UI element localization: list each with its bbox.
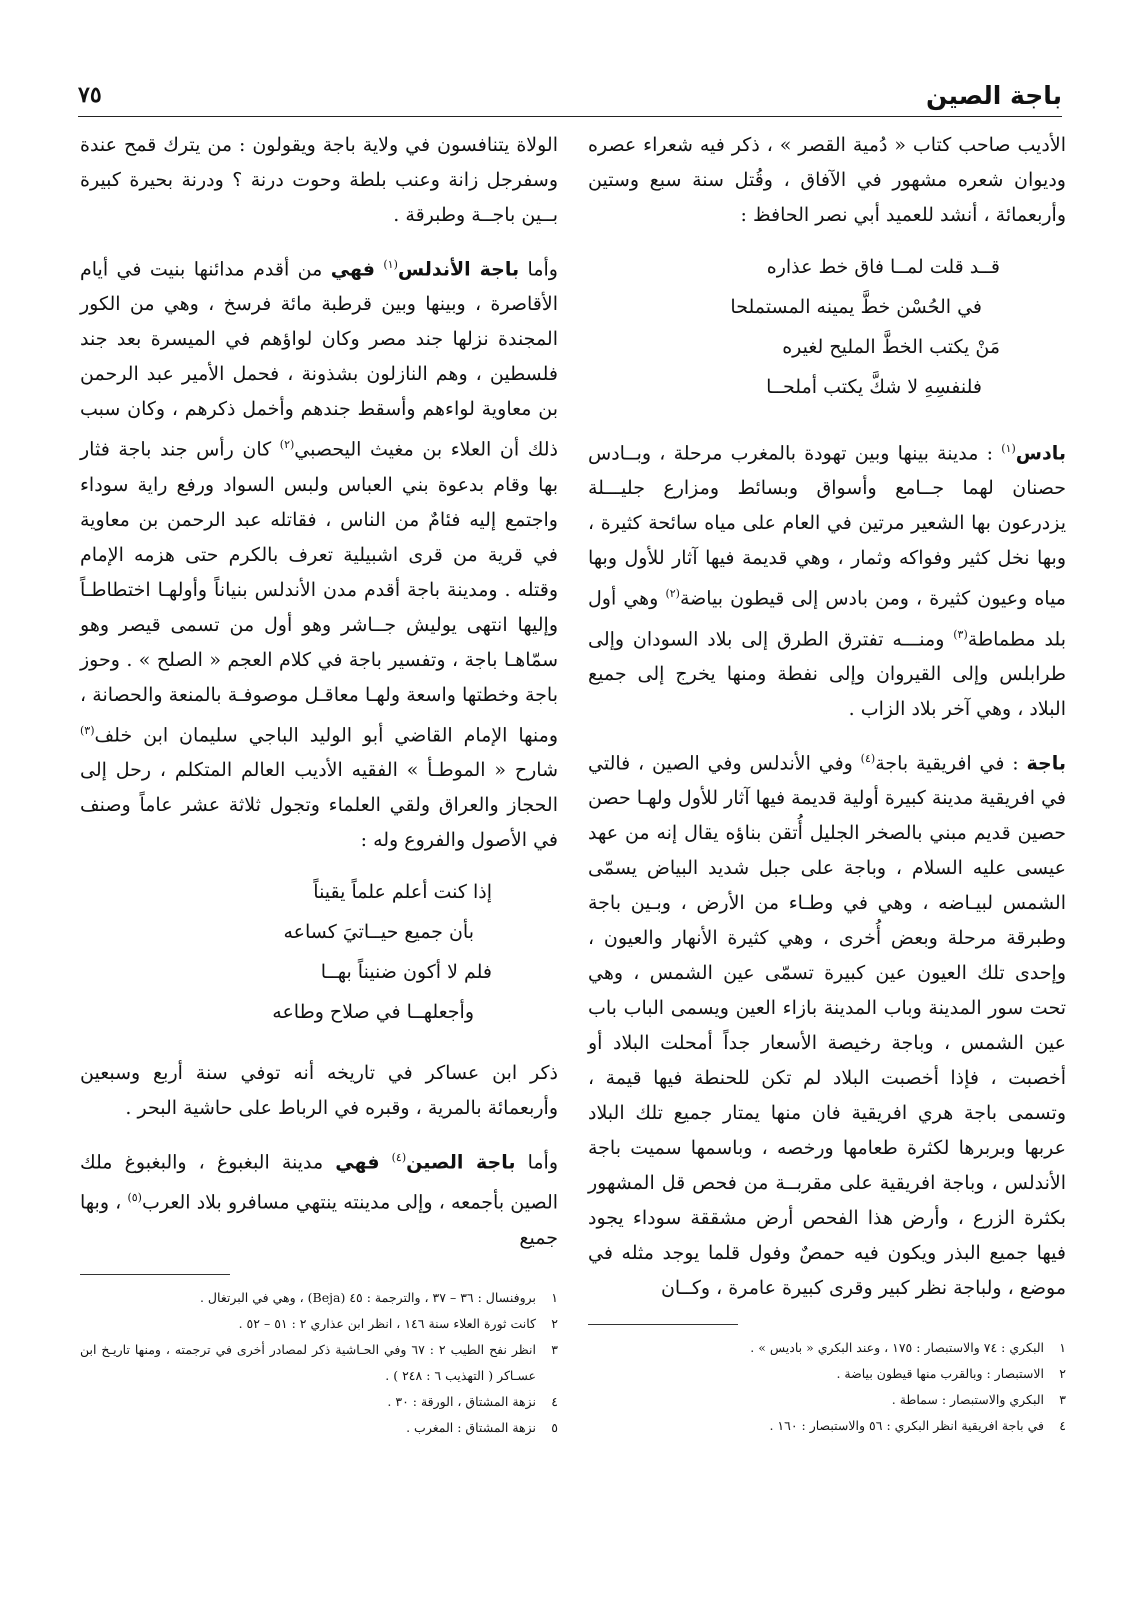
entry-heading-baja-andalus: باجة الأندلس (397, 258, 520, 281)
verse: وأجعلهــا في صلاح وطاعه (272, 1000, 474, 1023)
right-column (588, 128, 1066, 1439)
footnotes-right (588, 1335, 1066, 1439)
verse: قــد قلت لمــا فاق خط عذاره (766, 256, 1000, 278)
entry-text: : مدينة بينها وبين تهودة بالمغرب مرحلة ، وبــادس حصنان لهما جــامع وأسواق وبسائط ومزارع جليـــلة يزدرعون بها الشعير مرتين في العام على مياه سائحة كثيرة ، وبها نخل كثير وفواكه وثمار ، وهي قديمة فيها آثار للأول وبها مياه وعيون كثيرة ، ومن بادس إلى قيطون بياضة (588, 442, 1066, 610)
footnote (80, 1311, 558, 1337)
footnote (588, 1361, 1066, 1387)
footnote-divider (588, 1324, 738, 1325)
footnote-mark: (١) (1001, 442, 1016, 455)
footnote (80, 1415, 558, 1441)
footnote-divider (80, 1274, 230, 1275)
footnote-text: نزهة المشتاق ، الورقة : ٣٠ . (387, 1393, 536, 1409)
footnote-number: ٥ (551, 1419, 558, 1435)
paragraph-ibn-asakir: ذكر ابن عساكر في تاريخه أنه توفي سنة أربع وسبعين وأربعمائة بالمرية ، وقبره في الرباط على حاشية البحر . (80, 1061, 558, 1119)
footnote-mark: (٢) (665, 587, 680, 601)
entry-text: شارح « الموطـأ » الفقيه الأديب العالم المتكلم ، رحل إلى الحجاز والعراق ولقي العلماء وتجول ثلاثة عشر عاماً وصنف في الأصول والفروع وله : (80, 758, 558, 851)
entry-lead: وأما (527, 1151, 559, 1174)
entry-lead: وأما (527, 258, 558, 281)
footnote (588, 1413, 1066, 1439)
footnote-text: البكري والاستبصار : سماطة . (891, 1392, 1044, 1408)
paragraph-continuation: الولاة يتنافسون في ولاية باجة ويقولون : من يترك قمح عندة وسفرجل زانة وعنب بلطة وحوت درنة ؟ ودرنة بحيرة كبيرة بــين باجــة وطبرقة . (80, 134, 558, 226)
left-column (80, 128, 558, 1441)
footnote-mark: (٤) (860, 751, 876, 765)
footnote-text: في باجة افريقية انظر البكري : ٥٦ والاستبصار : ١٦٠ . (769, 1418, 1044, 1434)
footnote-text: الاستبصار : وبالقرب منها قيطون بياضة . (836, 1366, 1044, 1382)
footnote (588, 1335, 1066, 1361)
footnote-text: انظر نفح الطيب ٢ : ٦٧ وفي الحـاشية ذكر لمصادر أخرى في ترجمته ، ومنها تاريـخ ابن عسـاكر ( التهذيب ٦ : ٢٤٨ ) . (80, 1341, 537, 1383)
verse: فلم لا أكون ضنيناً بهــا (320, 960, 492, 983)
entry-text: : في افريقية باجة (875, 752, 1019, 775)
footnote-number: ١ (1059, 1340, 1066, 1356)
entry-heading-baja-sin: باجة الصين (406, 1151, 516, 1174)
footnote-number: ٤ (551, 1393, 558, 1409)
entry-heading-rest: فهي (335, 1151, 380, 1174)
entry-text: ، وبها جميع (80, 1191, 558, 1249)
footnote-number: ٣ (1059, 1392, 1066, 1408)
entry-baja (588, 741, 1066, 1306)
footnote-number: ٤ (1059, 1418, 1066, 1434)
verse: فلنفسِهِ لا شكَّ يكتب أملحــا (766, 376, 982, 398)
footnote-mark: (٣) (80, 723, 95, 737)
footnote-text: البكري : ٧٤ والاستبصار : ١٧٥ ، وعند البكري « باديس » . (750, 1340, 1044, 1356)
entry-heading-rest: فهي (330, 258, 375, 281)
footnote (80, 1337, 558, 1389)
entry-badis (588, 431, 1066, 727)
verse: إذا كنت أعلم علماً يقيناً (313, 880, 492, 903)
entry-text: وهي أول بلد مطماطة (588, 587, 1067, 650)
footnote-number: ٢ (1059, 1366, 1066, 1382)
footnote-mark: (٣) (953, 627, 968, 641)
poem-baji (80, 872, 558, 1032)
running-title: باجة الصين (926, 81, 1062, 110)
verse: مَنْ يكتب الخطَّ المليح لغيره (782, 336, 1000, 358)
entry-heading-badis: بادس (1015, 442, 1066, 465)
footnote (588, 1387, 1066, 1413)
footnote-mark: (٢) (279, 438, 295, 452)
footnote (80, 1285, 558, 1311)
entry-baja-andalus (80, 247, 558, 858)
footnote-number: ٣ (551, 1341, 558, 1357)
entry-baja-sin (80, 1140, 558, 1256)
footnote-text: نزهة المشتاق : المغرب . (406, 1419, 536, 1435)
footnote-number: ٢ (551, 1315, 558, 1331)
page-header (78, 66, 1062, 117)
footnote-mark: (١) (383, 258, 398, 271)
footnote (80, 1389, 558, 1415)
paragraph-intro: الأديب صاحب كتاب « دُمية القصر » ، ذكر فيه شعراء عصره وديوان شعره مشهور في الآفاق ، وقُتل سنة سبع وستين وأربعمائة ، أنشد للعميد أبي نصر الحافظ : (588, 134, 1066, 226)
footnote-text: بروفنسال : ٣٦ – ٣٧ ، والترجمة : ٤٥ (Beja) ، وهي في البرتغال . (199, 1289, 536, 1305)
entry-heading-baja: باجة (1026, 752, 1066, 775)
page-number: ٧٥ (78, 82, 102, 108)
footnote-mark: (٥) (127, 1191, 142, 1205)
verse: في الحُسْن خطَّ يمينه المستملحا (730, 296, 982, 318)
footnote-number: ١ (551, 1289, 558, 1305)
verse: بأن جميع حيــاتيَ كساعه (283, 920, 474, 943)
poem-hafiz (588, 247, 1066, 407)
footnote-text: كانت ثورة العلاء سنة ١٤٦ ، انظر ابن عذاري ٢ : ٥١ – ٥٢ . (238, 1315, 536, 1331)
entry-text: وفي الأندلس وفي الصين ، فالتي في افريقية مدينة كبيرة أولية قديمة فيها آثار للأول ولهـا حصن حصين قديم مبني بالصخر الجليل أُتقن بناؤه يقال إنه من عهد عيسى عليه السلام ، وباجة على جبل شديد البياض يسمّى الشمس لبيـاضه ، وهي في وطـاء من الأرض ، وبـين باجة وطبرقة مرحلة وبعض أُخرى ، وهي كثيرة الأنهار والعيون ، وإحدى تلك العيون عين كبيرة تسمّى عين الشمس ، وهي تحت سور المدينة وباب المدينة بازاء العين ويسمى الباب باب عين الشمس ، وباجة رخيصة الأسعار جداً أمحلت البلاد أو أخصبت ، فإذا أخصبت البلاد لم تكن للحنطة فيها قيمة ، وتسمى باجة هري افريقية فان منها يمتار جميع تلك البلاد عربها وبربرها لكثرة طعامها ورخصه ، وباسمها سميت باجة الأندلس ، وباجة افريقية على مقربــة من فحص قل المشهور بكثرة الزرع ، وأرض هذا الفحص أرض مشققة سوداء يجود فيها جميع البذر ويكون فيه حمصٌ وفول قلما يوجد مثله في موضع ، ولباجة نظر كبير وقرى كبيرة عامرة ، وكــان (588, 752, 1066, 1300)
entry-text: كان رأس جند باجة فثار بها وقام بدعوة بني العباس ولبس السواد ورفع راية سوداء واجتمع إليه فئامٌ من الناس ، فقاتله عبد الرحمن بن معاوية في قرية من قرى اشبيلية تعرف بالكرم حتى هزمه الإمام وقتله . ومدينة باجة أقدم مدن الأندلس بنياناً وأولهـا اختطاطـاً وإليها انتهى يوليش جــاشر وهو أول من تسمى قيصر وهو سمّاهـا باجة ، وتفسير باجة في كلام العجم « الصلح » . وحوز باجة وخطتها واسعة ولهـا معاقـل موصوفـة بالمنعة والحصانة ، ومنها الإمام القاضي أبو الوليد الباجي سليمان ابن خلف (80, 438, 558, 746)
footnote-mark: (٤) (391, 1150, 407, 1164)
footnotes-left (80, 1285, 558, 1441)
entry-text: من أقدم مدائنها بنيت في أيام الأقاصرة ، وبينها وبين قرطبة مائة فرسخ ، وهي من الكور المجندة نزلها جند مصر وكان لواؤهم في الميسرة بعد جند فلسطين ، وهم النازلون بشذونة ، فحمل الأمير عبد الرحمن بن معاوية لواءهم وأسقط جندهم وأخمل ذكرهم ، وكان سبب ذلك أن العلاء بن مغيث اليحصبي (80, 258, 558, 461)
entry-text: ومنـــه تفترق الطرق إلى بلاد السودان وإلى طرابلس وإلى القيروان وإلى نفطة ومنها يخرج إلى جميع البلاد ، وهي آخر بلاد الزاب . (588, 627, 1066, 720)
entry-text: مدينة البغبوغ ، والبغبوغ ملك الصين بأجمعه ، وإلى مدينته ينتهي مسافرو بلاد العرب (80, 1151, 559, 1214)
